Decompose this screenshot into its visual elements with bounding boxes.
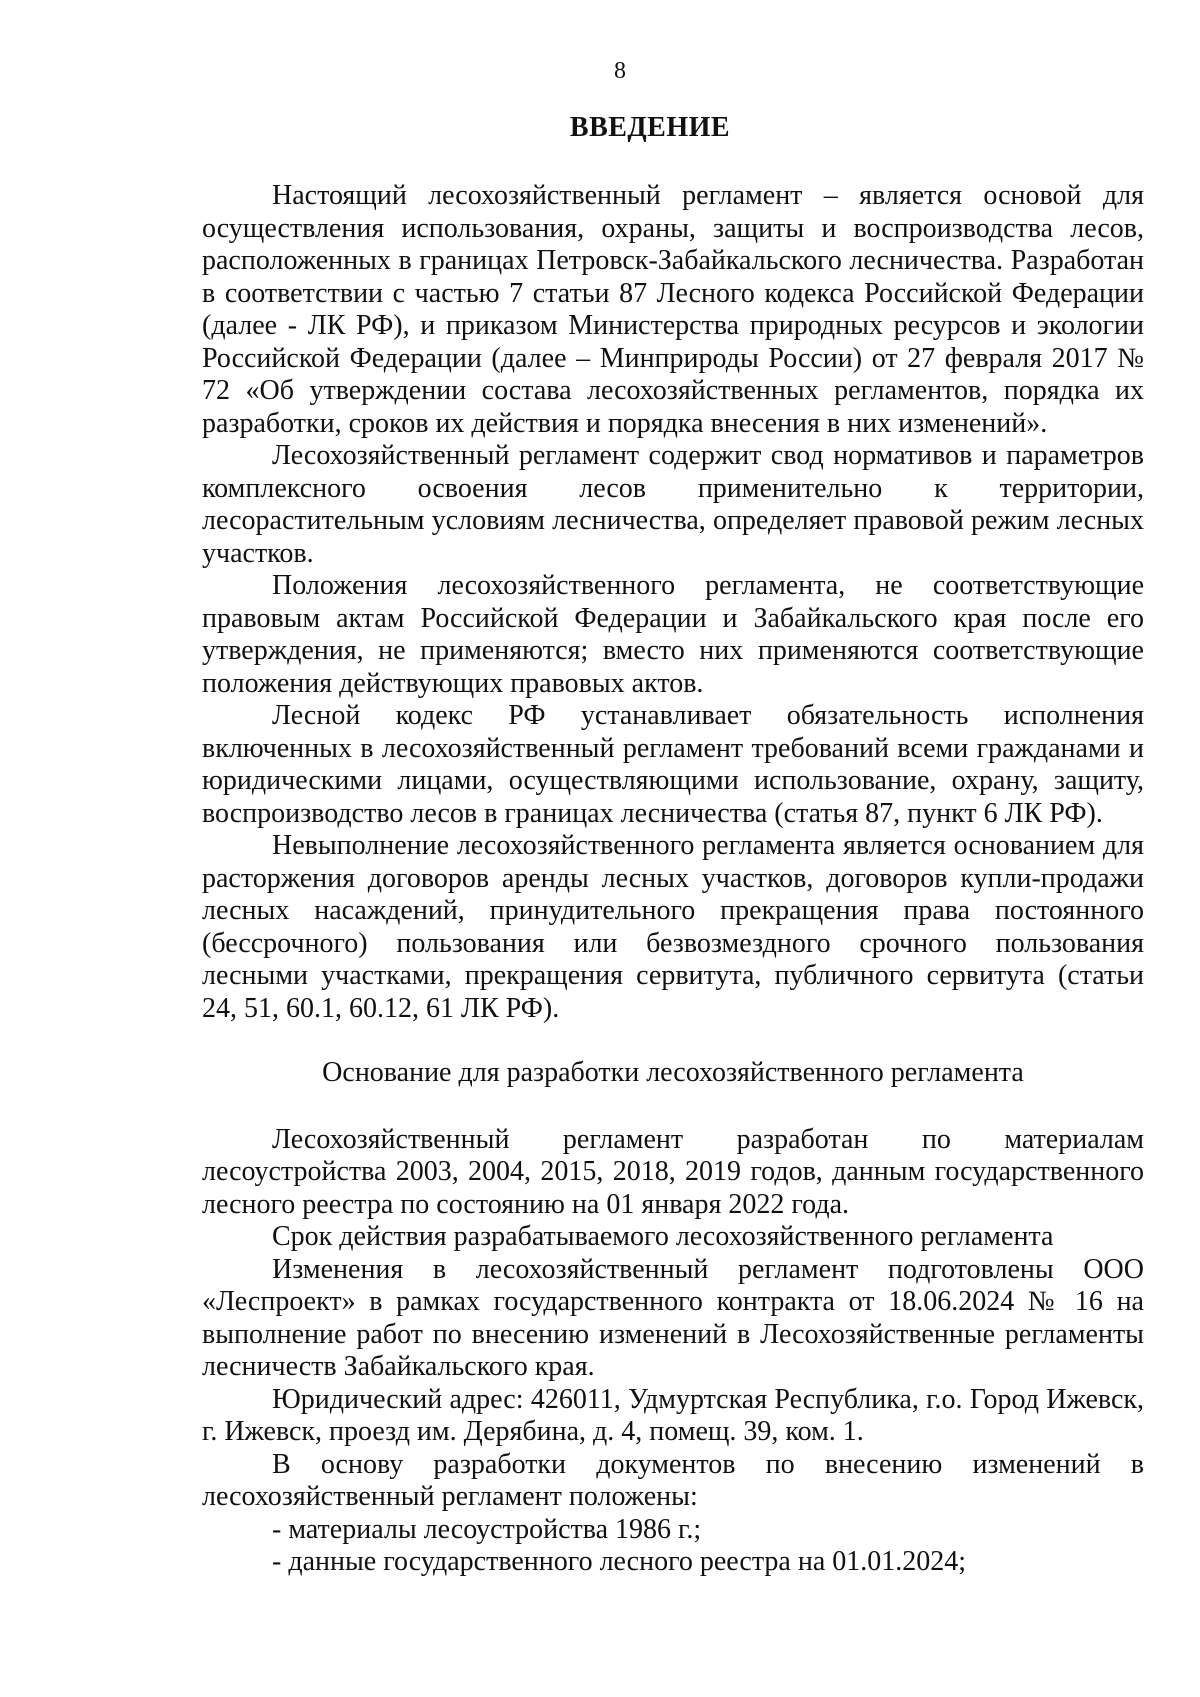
page-title: ВВЕДЕНИЕ [569, 112, 731, 143]
list-item: - данные государственного лесного реестра на 01.01.2024; [272, 1546, 967, 1577]
paragraph: Невыполнение лесохозяйственного регламента является основанием для расторжения договоров аренды лесных участков, договоров купли-продажи лесных насаждений, принудительного прекращения права постоянного (бессрочного) пользования или безвозмездного срочного пользования лесными участками, прекращения сервитута, публичного сервитута (статьи 24, 51, 60.1, 60.12, 61 ЛК РФ). [202, 830, 1144, 1024]
document-body [202, 180, 1144, 1579]
paragraph: В основу разработки документов по внесению изменений в лесохозяйственный регламент положены: [202, 1448, 1144, 1512]
paragraph: Юридический адрес: 426011, Удмуртская Республика, г.о. Город Ижевск, г. Ижевск, проезд им. Дерябина, д. 4, помещ. 39, ком. 1. [202, 1383, 1144, 1447]
paragraph: Изменения в лесохозяйственный регламент подготовлены ООО «Леспроект» в рамках государственного контракта от 18.06.2024 № 16 на выполнение работ по внесению изменений в Лесохозяйственные регламенты лесничеств Забайкальского края. [202, 1253, 1144, 1382]
page-number: 8 [614, 58, 626, 84]
paragraph: Срок действия разрабатываемого лесохозяйственного регламента [272, 1221, 1054, 1252]
paragraph: Лесной кодекс РФ устанавливает обязательность исполнения включенных в лесохозяйственный регламент требований всеми гражданами и юридическими лицами, осуществляющими использование, охрану, защиту, воспроизводство лесов в границах лесничества (статья 87, пункт 6 ЛК РФ). [202, 700, 1144, 829]
paragraph: Настоящий лесохозяйственный регламент – является основой для осуществления использования, охраны, защиты и воспроизводства лесов, расположенных в границах Петровск-Забайкальского лесничества. Разработан в соответствии с частью 7 статьи 87 Лесного кодекса Российской Федерации (далее - ЛК РФ), и приказом Министерства природных ресурсов и экологии Российской Федерации (далее – Минприроды России) от 27 февраля 2017 № 72 «Об утверждении состава лесохозяйственных регламентов, порядка их разработки, сроков их действия и порядка внесения в них изменений». [202, 180, 1144, 439]
list-item: - материалы лесоустройства 1986 г.; [272, 1513, 702, 1545]
section-heading: Основание для разработки лесохозяйственного регламента [322, 1057, 1024, 1088]
paragraph: Лесохозяйственный регламент разработан по материалам лесоустройства 2003, 2004, 2015, 2018, 2019 годов, данным государственного лесного реестра по состоянию на 01 января 2022 года. [202, 1123, 1144, 1220]
paragraph: Лесохозяйственный регламент содержит свод нормативов и параметров комплексного освоения лесов применительно к территории, лесорастительным условиям лесничества, определяет правовой режим лесных участков. [202, 440, 1144, 569]
paragraph: Положения лесохозяйственного регламента, не соответствующие правовым актам Российской Федерации и Забайкальского края после его утверждения, не применяются; вместо них применяются соответствующие положения действующих правовых актов. [202, 570, 1144, 699]
